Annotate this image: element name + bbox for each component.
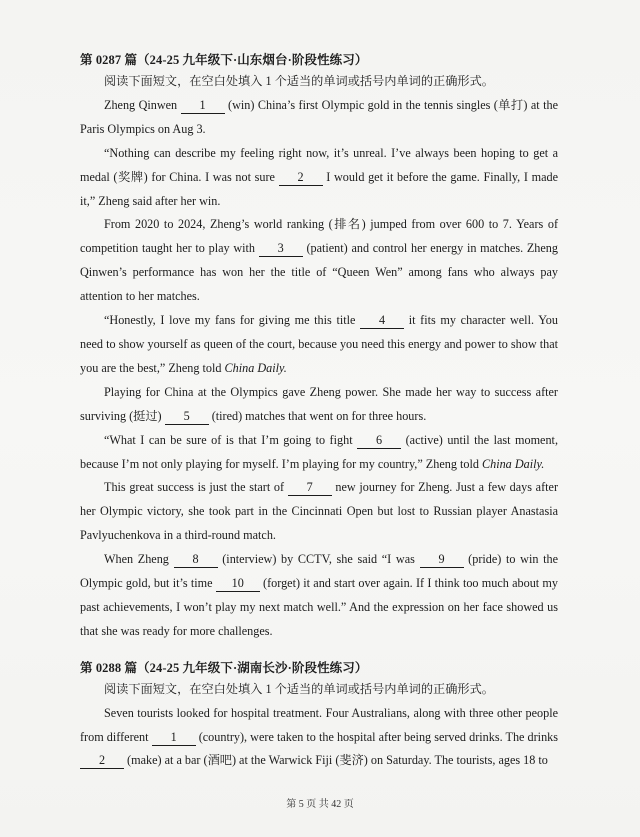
text: This great success is just the start of xyxy=(104,480,288,495)
paragraph xyxy=(80,213,558,309)
blank-3: 3 xyxy=(259,241,303,257)
text: (make) at a bar (酒吧) at the Warwick Fiji (斐济) on Saturday. The tourists, ages 18 to xyxy=(124,753,548,768)
text: it fits my character well. You need to show yourself as queen of the court, because you need this energy and power to show that you are the best,” Zheng told xyxy=(80,313,558,375)
blank-10: 10 xyxy=(216,576,260,592)
blank-4: 4 xyxy=(360,313,404,329)
section-title: 第 0288 篇（24-25 九年级下·湖南长沙·阶段性练习） xyxy=(80,660,368,675)
source-italic: China Daily. xyxy=(224,360,287,375)
blank-2: 2 xyxy=(279,170,323,186)
blank-7: 7 xyxy=(288,480,332,496)
blank-8: 8 xyxy=(174,552,218,568)
blank-6: 6 xyxy=(357,433,401,449)
paragraph xyxy=(80,309,558,381)
paragraph xyxy=(80,548,558,644)
paragraph xyxy=(80,702,558,774)
text: Zheng Qinwen xyxy=(104,97,181,112)
blank-5: 5 xyxy=(165,409,209,425)
text: “What I can be sure of is that I’m going to fight xyxy=(104,432,358,447)
instruction: 阅读下面短文，在空白处填入 1 个适当的单词或括号内单词的正确形式。 xyxy=(104,681,494,696)
text: (active) until the last moment, because I’m not only playing for myself. I’m playing for my country,” Zheng told xyxy=(80,432,558,471)
page-footer: 第 5 页 共 42 页 xyxy=(286,799,354,810)
paragraph xyxy=(80,476,558,548)
paragraph xyxy=(80,94,558,142)
text: Playing for China at the Olympics gave Zheng power. She made her way to success after surviving (挺过) xyxy=(80,384,558,423)
blank-1: 1 xyxy=(152,730,196,746)
paragraph xyxy=(80,429,558,477)
text: “Honestly, I love my fans for giving me this title xyxy=(104,313,361,328)
text: (interview) by CCTV, she said “I was xyxy=(217,552,420,567)
paragraph xyxy=(80,142,558,214)
text: When Zheng xyxy=(104,552,174,567)
blank-1: 1 xyxy=(181,98,225,114)
text: Seven tourists looked for hospital treatment. Four Australians, along with three other people from different xyxy=(80,705,558,744)
text: (patient) and control her energy in matches. Zheng Qinwen’s performance has won her the title of “Queen Wen” among fans who always pay attention to her matches. xyxy=(80,241,558,304)
blank-2: 2 xyxy=(80,753,124,769)
section-title: 第 0287 篇（24-25 九年级下·山东烟台·阶段性练习） xyxy=(80,53,368,67)
text: (pride) to win the Olympic gold, but it’s time xyxy=(80,552,558,591)
instruction: 阅读下面短文，在空白处填入 1 个适当的单词或括号内单词的正确形式。 xyxy=(104,74,494,88)
text: “Nothing can describe my feeling right now, it’s unreal. I’ve always been hoping to get a medal (奖牌) for China. I was not sure xyxy=(80,145,558,184)
text: (tired) matches that went on for three hours. xyxy=(208,408,427,423)
source-italic: China Daily. xyxy=(481,456,545,471)
text: (win) China’s first Olympic gold in the tennis singles (单打) at the Paris Olympics on Aug 3. xyxy=(80,97,558,136)
text: I would get it before the game. Finally, I made it,” Zheng said after her win. xyxy=(80,169,558,208)
blank-9: 9 xyxy=(420,552,464,568)
paragraph xyxy=(80,381,558,429)
text: new journey for Zheng. Just a few days after her Olympic victory, she took part in the Cincinnati Open but lost to Russian player Anastasia Pavlyuchenkova in a third-round match. xyxy=(80,480,558,543)
text: (forget) it and start over again. If I think too much about my past achievements, I won’t play my next match well.” And the expression on her face showed us that she was ready for more challenges. xyxy=(80,576,558,638)
text: (country), were taken to the hospital after being served drinks. The drinks xyxy=(195,729,558,744)
text: From 2020 to 2024, Zheng’s world ranking (排名) jumped from over 600 to 7. Years of competition taught her to play with xyxy=(80,217,558,256)
